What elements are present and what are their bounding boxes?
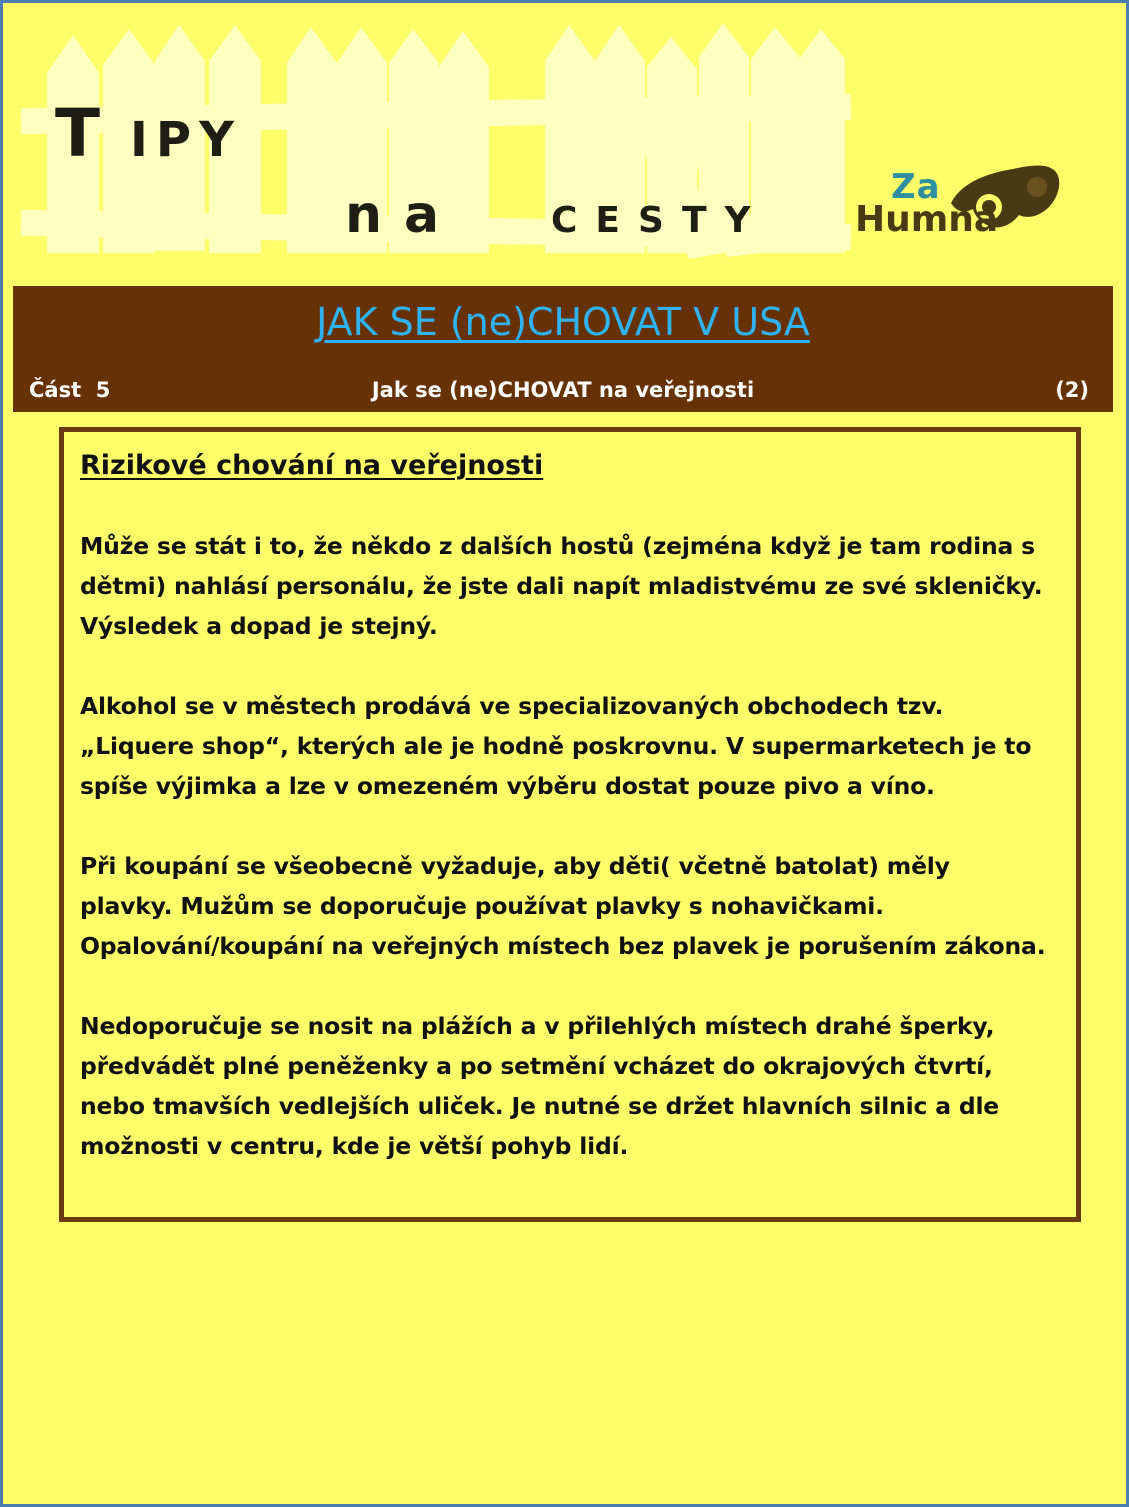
topic-title-link[interactable]: JAK SE (ne)CHOVAT V USA (316, 300, 810, 344)
page-marker: (2) (1055, 378, 1089, 402)
title-cesty: cesty (551, 185, 769, 245)
content-box (59, 427, 1081, 1222)
part-title: Jak se (ne)CHOVAT na veřejnosti (371, 378, 755, 402)
paragraph-1: Může se stát i to, že někdo z dalších hostů (zejména když je tam rodina s dětmi) nahlásí personálu, že jste dali napít mladistvému ze své skleničky. Výsledek a dopad je stejný. (80, 532, 1043, 640)
topic-banner (13, 286, 1113, 412)
logo-za-text: Za (891, 167, 941, 207)
paragraph-2: Alkohol se v městech prodává ve specializovaných obchodech tzv. „Liquere shop“, kterých ale je hodně poskrovnu. V supermarketech je to spíše výjimka a lze v omezeném výběru dostat pouze pivo a víno. (80, 692, 1032, 800)
content-heading: Rizikové chování na veřejnosti (80, 450, 544, 481)
title-na: na (345, 185, 462, 245)
part-label: Část 5 (29, 378, 111, 402)
paragraph-4: Nedoporučuje se nosit na plážích a v přilehlých místech drahé šperky, předvádět plné peněženky a po setmění vcházet do okrajových čtvrtí, nebo tmavších vedlejších uliček. Je nutné se držet hlavních silnic a dle možnosti v centru, kde je větší pohyb lidí. (80, 1012, 1000, 1160)
logo-humna-text: Humna (855, 199, 999, 240)
za-humna-logo (851, 155, 1071, 250)
title-tipy: TIPY (55, 95, 242, 172)
paragraph-3: Při koupání se všeobecně vyžaduje, aby děti( včetně batolat) měly plavky. Mužům se doporučuje používat plavky s nohavičkami. Opalování/koupání na veřejných místech bez plavek je porušením zákona. (80, 852, 1046, 960)
